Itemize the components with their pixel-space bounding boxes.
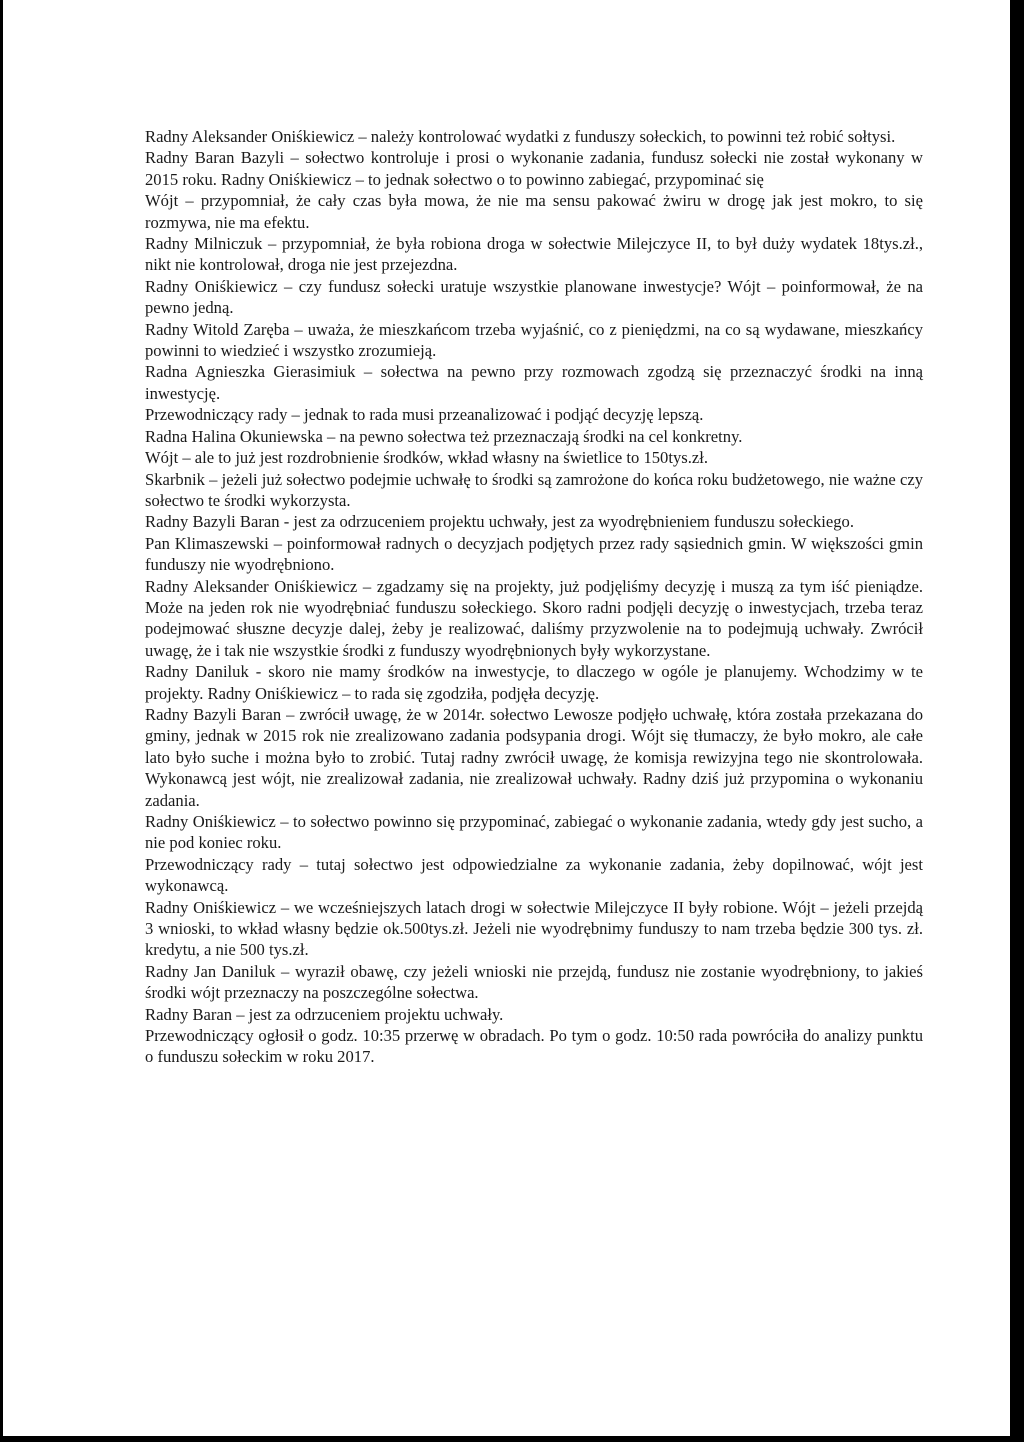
- paragraph-1: Radny Aleksander Oniśkiewicz – należy kontrolować wydatki z funduszy sołeckich, to powinni też robić sołtysi.: [145, 127, 896, 146]
- paragraph-3: Wójt – przypomniał, że cały czas była mowa, że nie ma sensu pakować żwiru w drogę jak jest mokro, to się rozmywa, nie ma efektu.: [145, 191, 923, 232]
- paragraph-9: Radna Halina Okuniewska – na pewno sołectwa też przeznaczają środki na cel konkretny.: [145, 426, 743, 446]
- paragraph-16: Radny Bazyli Baran – zwrócił uwagę, że w 2014r. sołectwo Lewosze podjęło uchwałę, która została przekazana do gminy, jednak w 2015 rok nie zrealizowano zadania podsypania drogi. Wójt się tłumaczy, że było mokro, ale całe lato było suche i można było to zrobić. Tutaj radny zwrócił uwagę, że komisja rewizyjna tego nie skontrolowała. Wykonawcą jest wójt, nie zrealizował zadania, nie zrealizował uchwały. Radny dziś już przypomina o wykonaniu zadania.: [145, 704, 923, 810]
- paragraph-22: Przewodniczący ogłosił o godz. 10:35 przerwę w obradach. Po tym o godz. 10:50 rada powróciła do analizy punktu o funduszu sołeckim w roku 2017.: [145, 1026, 923, 1067]
- paragraph-13: Pan Klimaszewski – poinformował radnych o decyzjach podjętych przez rady sąsiednich gmin. W większości gmin funduszy nie wyodrębniono.: [145, 533, 923, 575]
- paragraph-18: Przewodniczący rady – tutaj sołectwo jest odpowiedzialne za wykonanie zadania, żeby dopilnować, wójt jest wykonawcą.: [145, 854, 923, 896]
- scan-edge-left: [0, 0, 3, 1442]
- paragraph-5: Radny Oniśkiewicz – czy fundusz sołecki uratuje wszystkie planowane inwestycje? Wójt – poinformował, że na pewno jedną.: [145, 276, 923, 318]
- paragraph-6: Radny Witold Zaręba – uważa, że mieszkańcom trzeba wyjaśnić, co z pieniędzmi, na co są wydawane, mieszkańcy powinni to wiedzieć i wszystko zrozumieją.: [145, 319, 923, 361]
- paragraph-11: Skarbnik – jeżeli już sołectwo podejmie uchwałę to środki są zamrożone do końca roku budżetowego, nie ważne czy sołectwo te środki wykorzysta.: [145, 469, 923, 510]
- paragraph-10: Wójt – ale to już jest rozdrobnienie środków, wkład własny na świetlice to 150tys.zł.: [145, 448, 708, 468]
- paragraph-12: Radny Bazyli Baran - jest za odrzuceniem projektu uchwały, jest za wyodrębnieniem funduszu sołeckiego.: [145, 512, 854, 532]
- paragraph-21: Radny Baran – jest za odrzuceniem projektu uchwały.: [145, 1004, 504, 1024]
- scan-edge-right: [1010, 0, 1024, 1442]
- paragraph-15: Radny Daniluk - skoro nie mamy środków na inwestycje, to dlaczego w ogóle je planujemy. Wchodzimy w te projekty. Radny Oniśkiewicz – to rada się zgodziła, podjęła decyzję.: [145, 662, 923, 703]
- paragraph-2: Radny Baran Bazyli – sołectwo kontroluje i prosi o wykonanie zadania, fundusz sołecki nie został wykonany w 2015 roku. Radny Oniśkiewicz – to jednak sołectwo o to powinno zabiegać, przypominać się: [145, 148, 923, 189]
- scan-edge-bottom: [0, 1436, 1024, 1442]
- paragraph-19: Radny Oniśkiewicz – we wcześniejszych latach drogi w sołectwie Milejczyce II były robione. Wójt – jeżeli przejdą 3 wnioski, to wkład własny będzie ok.500tys.zł. Jeżeli nie wyodrębnimy funduszy to nam trzeba będzie 300 tys. zł. kredytu, a nie 500 tys.zł.: [145, 897, 923, 960]
- document-body: [145, 126, 923, 1068]
- paragraph-4: Radny Milniczuk – przypomniał, że była robiona droga w sołectwie Milejczyce II, to był duży wydatek 18tys.zł., nikt nie kontrolował, droga nie jest przejezdna.: [145, 234, 923, 275]
- paragraph-14: Radny Aleksander Oniśkiewicz – zgadzamy się na projekty, już podjęliśmy decyzję i muszą za tym iść pieniądze. Może na jeden rok nie wyodrębniać funduszu sołeckiego. Skoro radni podjęli decyzję o inwestycjach, trzeba teraz podejmować słuszne decyzje dalej, żeby je realizować, daliśmy przyzwolenie na to podejmują uchwały. Zwrócił uwagę, że i tak nie wszystkie środki z funduszy wyodrębnionych były wykorzystane.: [145, 576, 923, 660]
- paragraph-17: Radny Oniśkiewicz – to sołectwo powinno się przypominać, zabiegać o wykonanie zadania, wtedy gdy jest sucho, a nie pod koniec roku.: [145, 812, 923, 853]
- paragraph-8: Przewodniczący rady – jednak to rada musi przeanalizować i podjąć decyzję lepszą.: [145, 405, 704, 425]
- paragraph-20: Radny Jan Daniluk – wyraził obawę, czy jeżeli wnioski nie przejdą, fundusz nie zostanie wyodrębniony, to jakieś środki wójt przeznaczy na poszczególne sołectwa.: [145, 961, 923, 1003]
- paragraph-7: Radna Agnieszka Gierasimiuk – sołectwa na pewno przy rozmowach zgodzą się przeznaczyć środki na inną inwestycję.: [145, 362, 923, 403]
